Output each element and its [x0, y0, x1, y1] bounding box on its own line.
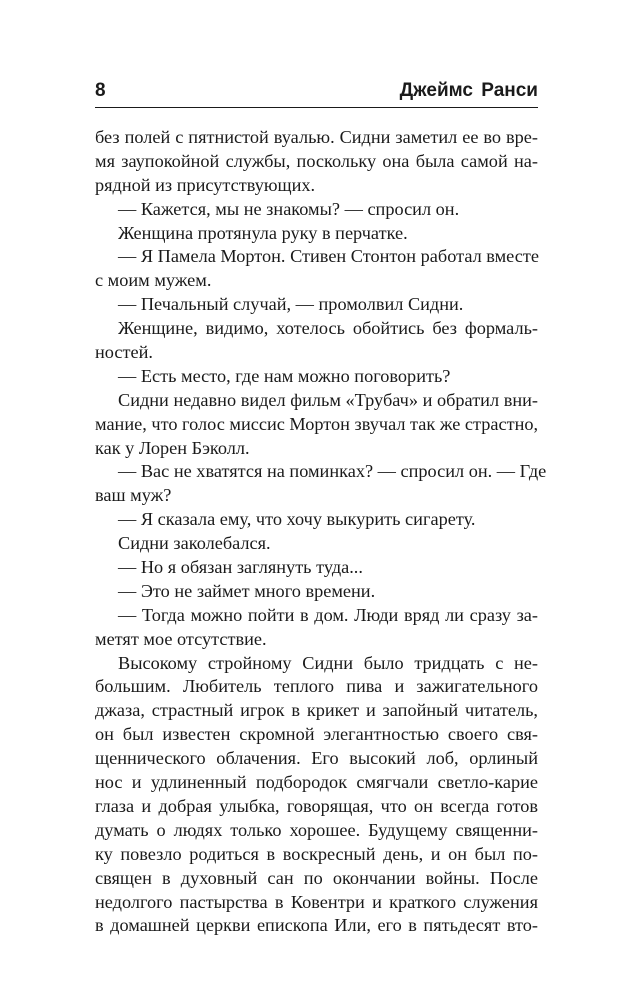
text-line: — Я Памела Мортон. Стивен Стонтон работал вместе — [118, 246, 539, 267]
text-line: с моим мужем. — [95, 270, 212, 291]
text-line: нос и удлиненный подбородок смягчали светло-карие — [95, 772, 538, 793]
text-line: — Но я обязан заглянуть туда... — [118, 557, 363, 578]
text-line: без полей с пятнистой вуалью. Сидни заметил ее во вре- — [95, 127, 538, 147]
text-line: мание, что голос миссис Мортон звучал так же страстно, — [95, 413, 539, 434]
text-line: ностей. — [95, 342, 153, 363]
text-line: Сидни заколебался. — [118, 533, 271, 554]
text-line: недолгого пастырства в Ковентри и краткого служения — [95, 891, 538, 912]
text-line: думать о людях только хорошее. Будущему священни- — [95, 819, 538, 840]
text-line: глаза и добрая улыбка, говорящая, что он всегда готов — [95, 795, 538, 816]
text-line: ку повезло родиться в воскресный день, и он был по- — [95, 843, 538, 864]
text-line: рядной из присутствующих. — [95, 174, 316, 195]
text-line: щеннического облачения. Его высокий лоб, орлиный — [95, 748, 538, 769]
text-line: — Это не займет много времени. — [118, 580, 376, 601]
text-line: в домашней церкви епископа Или, его в пятьдесят вто- — [95, 915, 538, 936]
page-header — [95, 80, 538, 108]
body-text — [95, 126, 547, 938]
text-line: как у Лорен Бэколл. — [95, 437, 250, 458]
text-line: Сидни недавно видел фильм «Трубач» и обратил вни- — [118, 389, 538, 410]
text-line: Женщина протянула руку в перчатке. — [118, 222, 408, 243]
header-rule — [95, 107, 538, 108]
text-line: — Есть место, где нам можно поговорить? — [118, 365, 451, 386]
page-number: 8 — [95, 80, 106, 101]
text-line: большим. Любитель теплого пива и зажигательного — [95, 676, 538, 697]
text-line: он был известен скромной элегантностью своего свя- — [95, 724, 538, 745]
text-line: Женщине, видимо, хотелось обойтись без формаль- — [118, 318, 538, 339]
text-line: — Кажется, мы не знакомы? — спросил он. — [118, 198, 460, 219]
text-line: мя заупокойной службы, поскольку она была самой на- — [95, 150, 538, 171]
text-line: Высокому стройному Сидни было тридцать с не- — [118, 652, 538, 673]
text-line: — Я сказала ему, что хочу выкурить сигарету. — [118, 509, 476, 530]
text-line: метят мое отсутствие. — [95, 628, 267, 649]
text-line: джаза, страстный игрок в крикет и запойный читатель, — [95, 700, 538, 721]
text-line: — Тогда можно пойти в дом. Люди вряд ли сразу за- — [118, 604, 538, 625]
text-line: священ в духовный сан по окончании войны. После — [95, 867, 538, 888]
text-line: ваш муж? — [95, 485, 172, 506]
running-head-author: Джеймс Ранси — [399, 80, 538, 101]
text-line: — Печальный случай, — промолвил Сидни. — [118, 294, 464, 315]
text-line: — Вас не хватятся на поминках? — спросил он. — Где — [118, 461, 547, 482]
